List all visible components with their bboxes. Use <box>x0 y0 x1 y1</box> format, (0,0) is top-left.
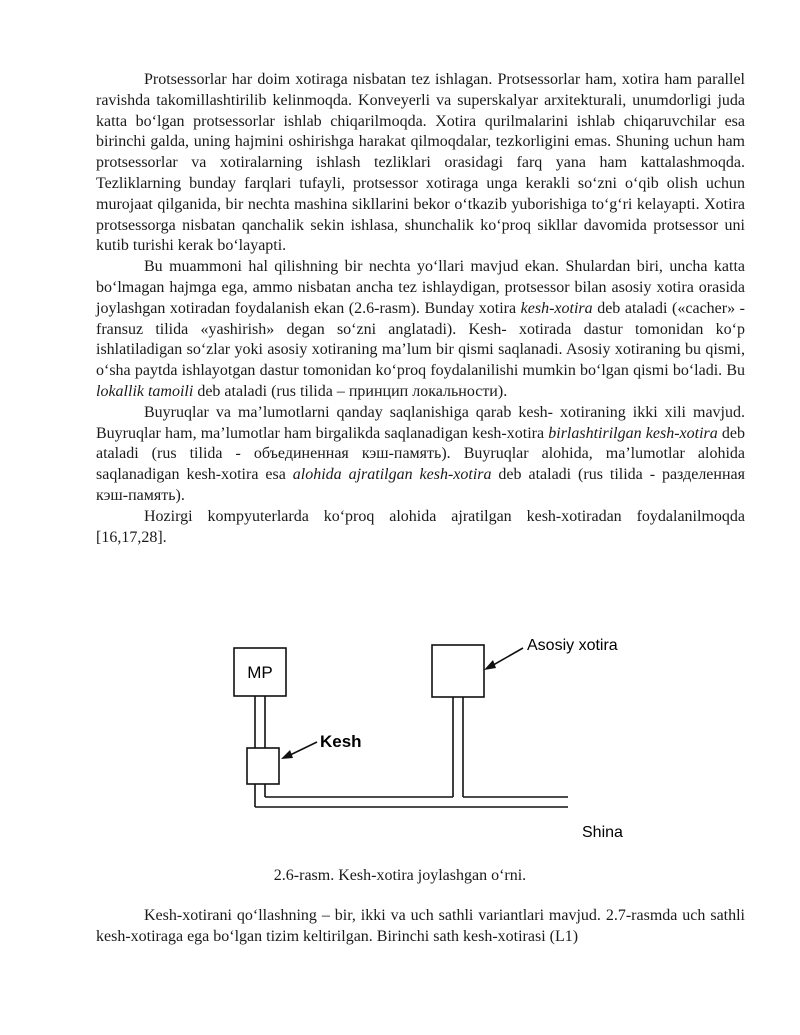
kesh-box <box>247 748 279 784</box>
term-birlashtirilgan: birlashtirilgan kesh-xotira <box>548 424 718 442</box>
body-text-bottom <box>96 906 745 948</box>
bus-label: Shina <box>582 824 623 841</box>
body-text-top <box>96 70 745 548</box>
memory-box <box>432 645 484 697</box>
cache-location-diagram <box>200 610 640 850</box>
paragraph-2: Bu muammoni hal qilishning bir nechta yo‘llari mavjud ekan. Shulardan biri, uncha katta bo‘lmagan hajmga ega, ammo nisbatan ancha tez ishlaydigan, protsessor bilan asosiy xotira orasida joylashgan xotiradan foydalanish ekan (2.6-rasm). Bunday xotira kesh-xotira deb ataladi («cacher» - fransuz tilida «yashirish» degan so‘zni anglatadi). Kesh- xotirada dastur tomonidan ko‘p ishlatiladigan so‘zlar yoki asosiy xotiraning ma’lum bir qismi saqlanadi. Asosiy xotiraning bu qismi, o‘sha paytda ishlayotgan dastur tomonidan ko‘proq foydalanilishi mumkin bo‘lgan qismi bo‘ladi. Bu lokallik tamoili deb ataladi (rus tilida – принцип локальности). <box>96 258 745 400</box>
figure-caption: 2.6-rasm. Kesh-xotira joylashgan o‘rni. <box>273 867 527 884</box>
paragraph-3: Buyruqlar va ma’lumotlarni qanday saqlanishiga qarab kesh- xotiraning ikki xili mavjud. Buyruqlar ham, ma’lumotlar ham birgalikda saqlanadigan kesh-xotira birlashtirilgan kesh-xotira deb ataladi (rus tilida - объединенная кэш-память). Buyruqlar alohida, ma’lumotlar alohida saqlanadigan kesh-xotira esa alohida ajratilgan kesh-xotira deb ataladi (rus tilida - разделенная кэш-память). <box>96 403 746 504</box>
memory-label: Asosiy xotira <box>527 637 618 654</box>
paragraph-1: Protsessorlar har doim xotiraga nisbatan tez ishlagan. Protsessorlar ham, xotira ham parallel ravishda takomillashtirilib kelinmoqda. Konveyerli va superskalyar arxitekturali, unumdorligi juda katta bo‘lgan protsessorlar ishlab chiqarilmoqda. Xotira qurilmalarini ishlab chiqaruvchilar esa birinchi galda, uning hajmini oshirishga harakat qilmoqdalar, tezkorligini emas. Shuning uchun ham protsessorlar va xotiralarning ishlash tezliklari orasidagi farq yana ham kattalashmoqda. Tezliklarning bunday farqlari tufayli, protsessor xotiraga unga kerakli so‘zni o‘qib olish uchun murojaat qilganida, bir nechta mashina sikllarini bekor o‘tkazib yuborishiga to‘g‘ri kelayapti. Xotira protsessorga nisbatan qanchalik sekin ishlasa, shunchalik ko‘proq sikllar davomida protsessor uni kutib turishi kerak bo‘layapti. <box>96 71 745 255</box>
term-alohida-ajratilgan: alohida ajratilgan kesh-xotira <box>292 466 492 484</box>
term-lokallik-tamoili: lokallik tamoili <box>96 382 194 400</box>
paragraph-4: Hozirgi kompyuterlarda ko‘proq alohida ajratilgan kesh-xotiradan foydalanilmoqda [16,17,28]. <box>96 507 745 546</box>
kesh-label: Kesh <box>320 732 362 751</box>
mp-label: MP <box>247 663 273 682</box>
term-kesh-xotira: kesh-xotira <box>520 299 593 317</box>
paragraph-5: Kesh-xotirani qo‘llashning – bir, ikki va uch sathli variantlari mavjud. 2.7-rasmda uch sathli kesh-xotiraga ega bo‘lgan tizim keltirilgan. Birinchi sath kesh-xotirasi (L1) <box>96 907 745 945</box>
